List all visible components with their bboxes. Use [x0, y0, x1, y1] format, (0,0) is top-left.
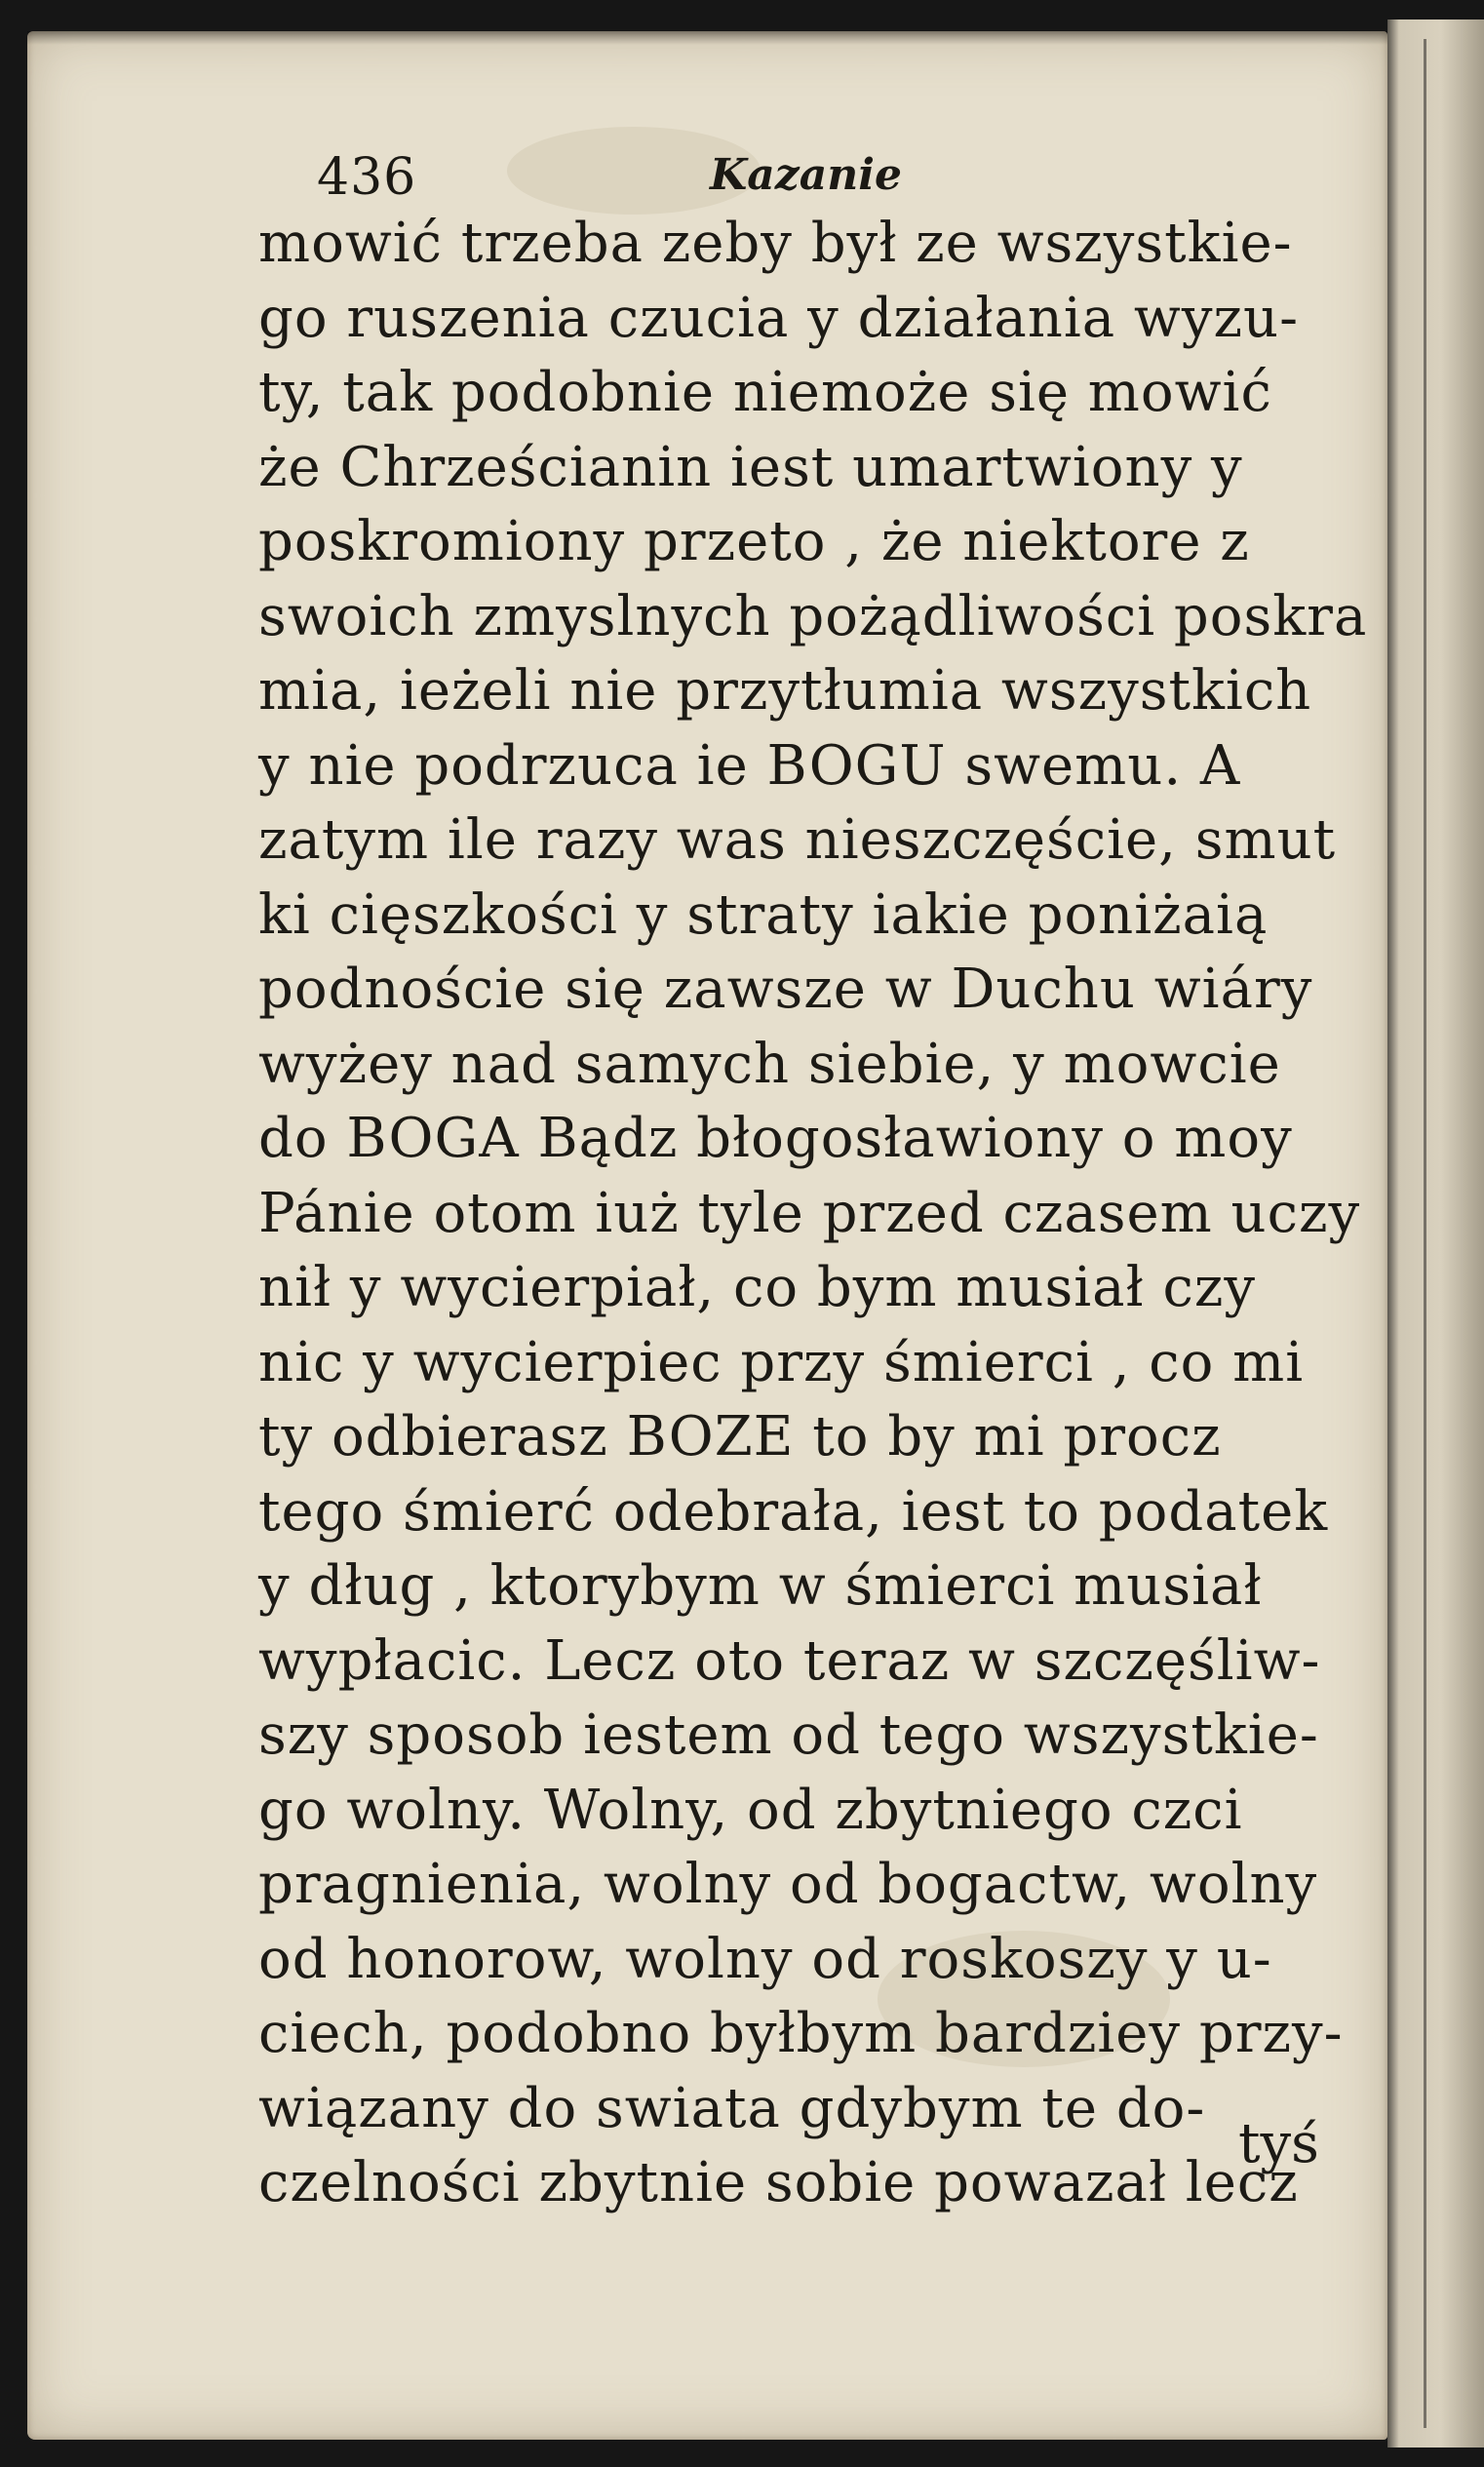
text-line: ty odbierasz BOZE to by mi procz — [258, 1405, 1222, 1468]
text-line: wyżey nad samych siebie, y mowcie — [258, 1032, 1281, 1096]
text-line: poskromiony przeto , że niektore z — [258, 510, 1250, 573]
text-line: y dług , ktorybym w śmierci musiał — [258, 1554, 1263, 1618]
running-head: Kazanie — [710, 150, 902, 200]
text-line: wypłacic. Lecz oto teraz w szczęśliw- — [258, 1628, 1321, 1693]
text-line: ciech, podobno byłbym bardziey przy- — [258, 2002, 1344, 2065]
text-line: wiązany do swiata gdybym te do- — [258, 2076, 1206, 2140]
text-line: zatym ile razy was nieszczęście, smut — [258, 808, 1337, 872]
text-line: y nie podrzuca ie BOGU swemu. A — [258, 733, 1241, 798]
text-line: Pánie otom iuż tyle przed czasem uczy — [258, 1181, 1361, 1245]
text-line: że Chrześcianin iest umartwiony y — [258, 435, 1243, 499]
text-line: mia, ieżeli nie przytłumia wszystkich — [258, 659, 1312, 723]
text-line: od honorow, wolny od roskoszy y u- — [258, 1927, 1272, 1991]
text-line: nił y wycierpiał, co bym musiał czy — [258, 1256, 1256, 1319]
text-line: nic y wycierpiec przy śmierci , co mi — [258, 1330, 1305, 1394]
text-line: swoich zmyslnych pożądliwości poskra — [258, 584, 1368, 648]
text-line: go ruszenia czucia y działania wyzu- — [258, 286, 1299, 350]
gutter-fold-line — [1424, 39, 1426, 2428]
body-text — [258, 207, 1380, 2221]
text-line: podnoście się zawsze w Duchu wiáry — [258, 958, 1313, 1021]
book-gutter — [1387, 20, 1484, 2447]
text-line: mowić trzeba zeby był ze wszystkie- — [258, 212, 1293, 275]
text-line: ty, tak podobnie niemoże się mowić — [258, 361, 1272, 424]
text-line: pragnienia, wolny od bogactw, wolny — [258, 1853, 1318, 1916]
catchword: tyś — [1238, 2112, 1319, 2175]
text-line: szy sposob iestem od tego wszystkie- — [258, 1703, 1319, 1767]
text-line: czelności zbytnie sobie powazał lecz — [258, 2151, 1299, 2214]
text-line: do BOGA Bądz błogosławiony o moy — [258, 1107, 1293, 1170]
page-number: 436 — [317, 148, 417, 207]
text-line: go wolny. Wolny, od zbytniego czci — [258, 1778, 1243, 1842]
text-line: tego śmierć odebrała, iest to podatek — [258, 1479, 1329, 1544]
page-top-shadow — [27, 31, 1387, 45]
text-line: ki cięszkości y straty iakie poniżaią — [258, 882, 1269, 947]
